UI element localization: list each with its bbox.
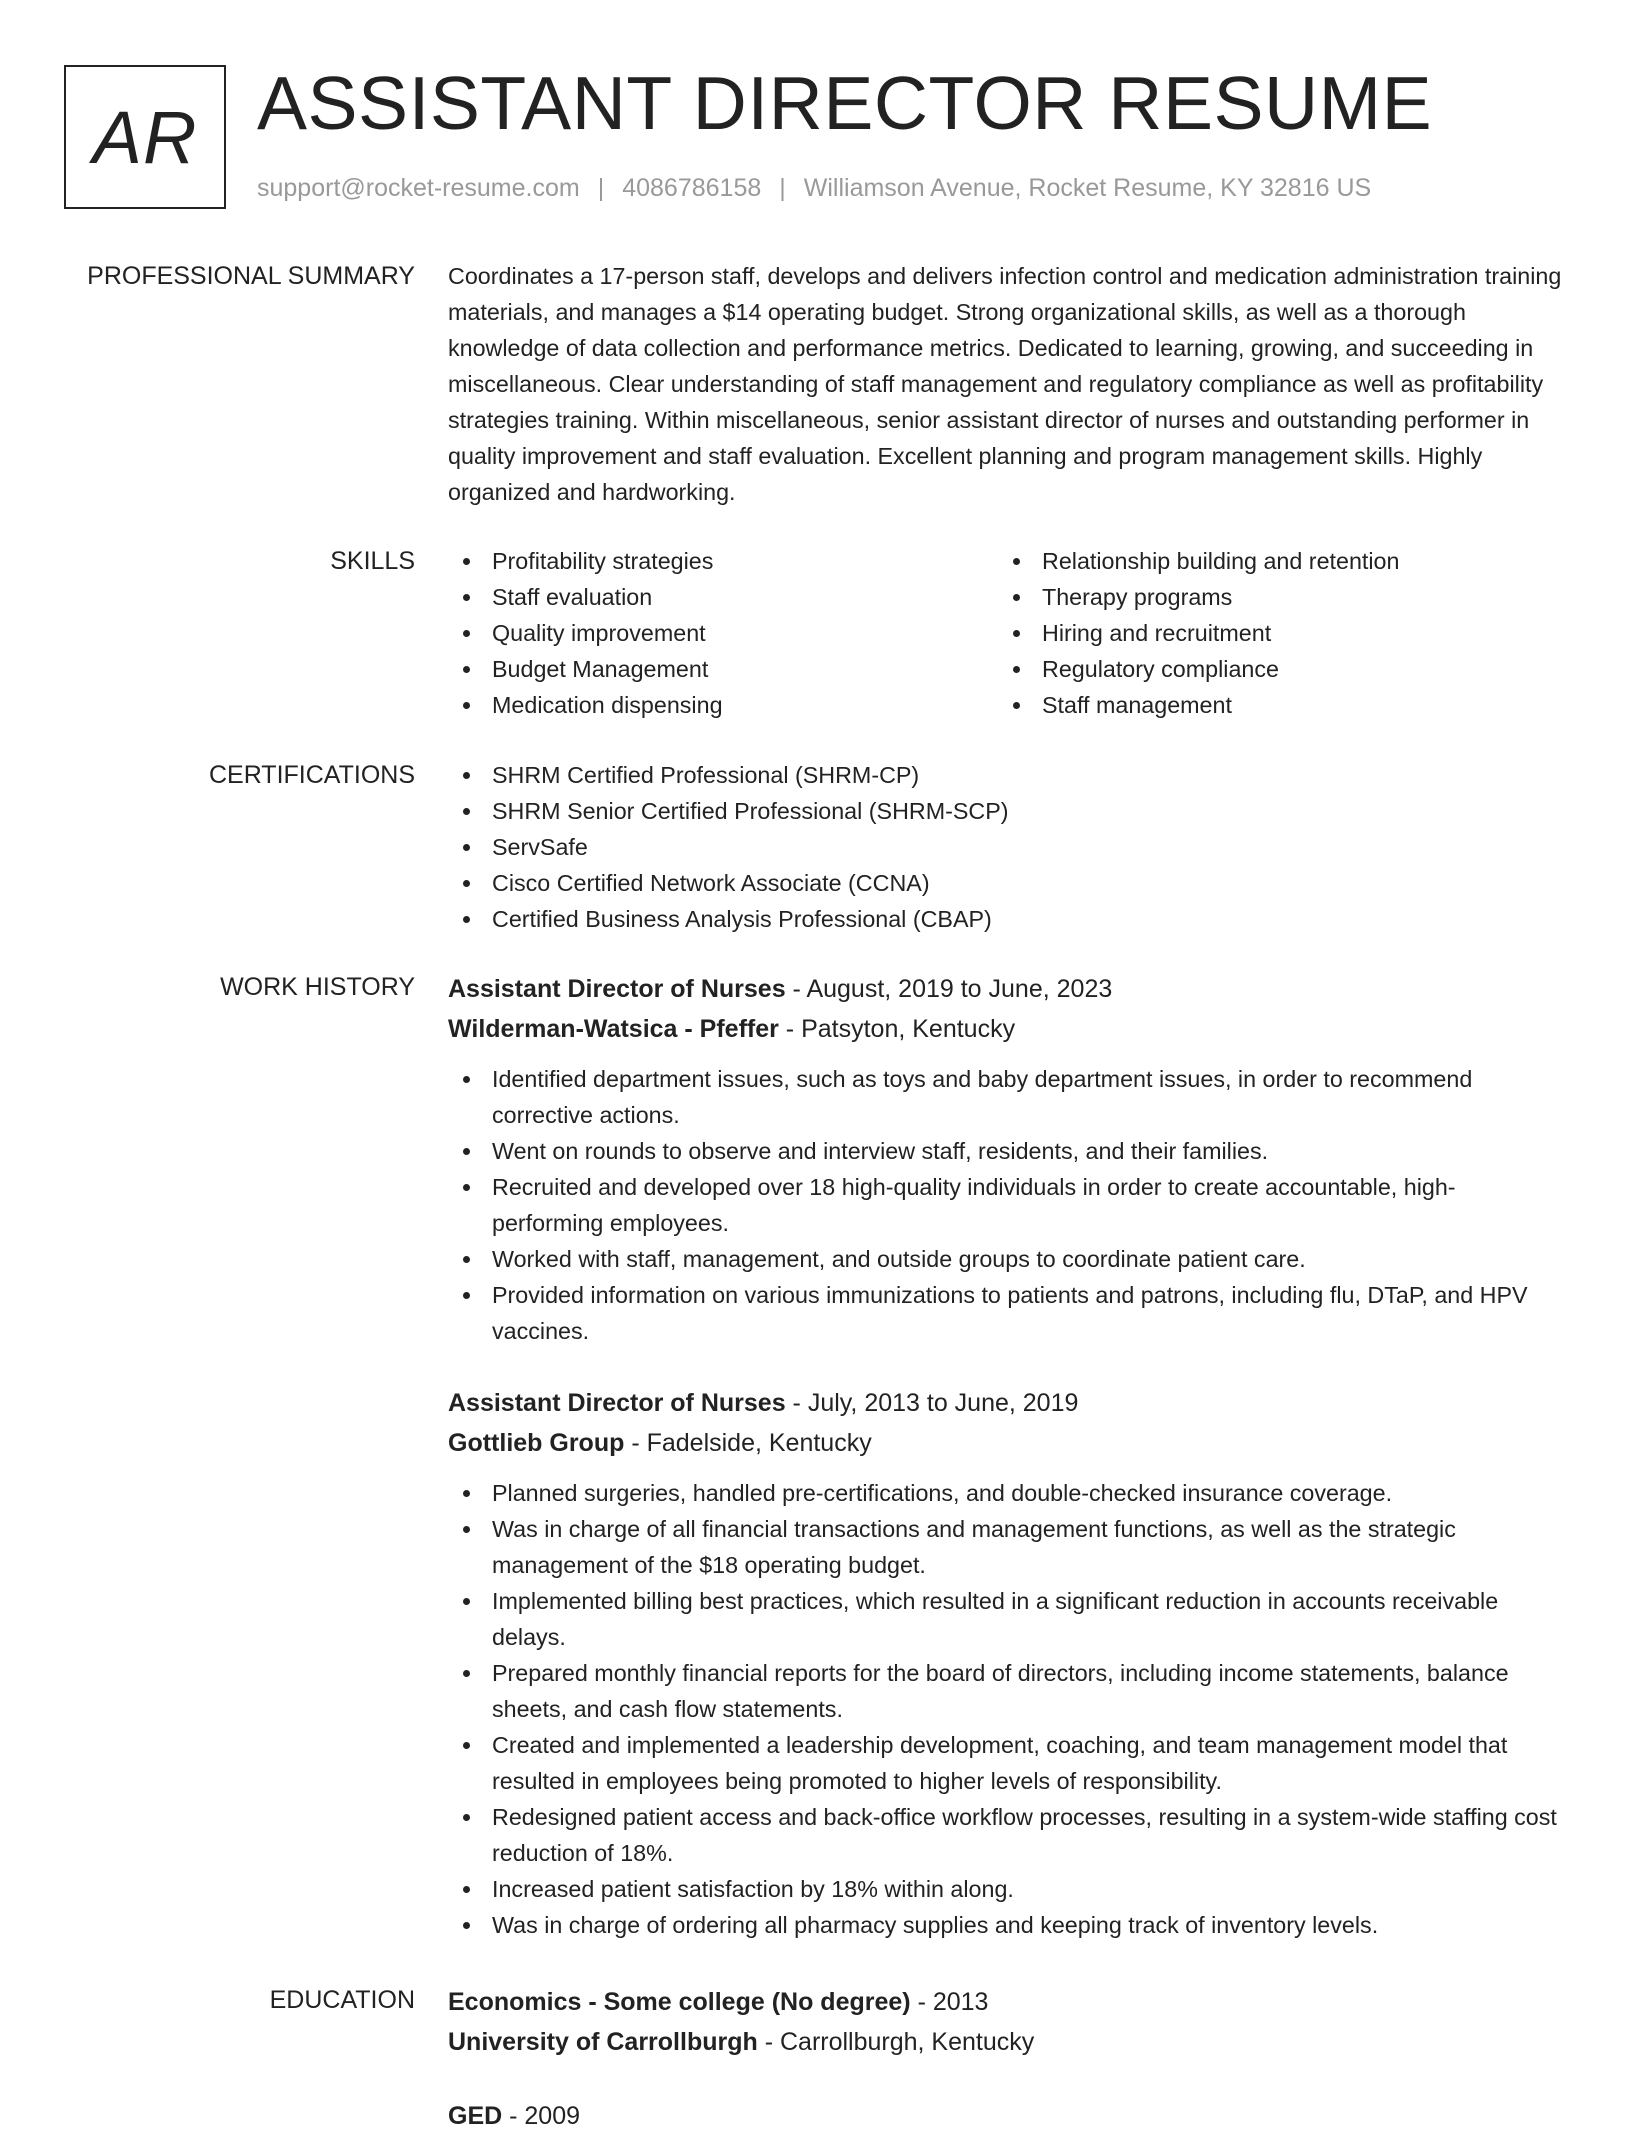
job-location: - Fadelside, Kentucky [624,1429,872,1457]
resume-title: ASSISTANT DIRECTOR RESUME [257,61,1433,145]
education-heading [448,2096,1563,2136]
education-school-line [448,2022,1563,2062]
job-entry [448,969,1563,1349]
education-year: - 2009 [502,2102,581,2130]
monogram-initials: AR [92,95,198,179]
section-label-work-history: WORK HISTORY [220,973,415,1001]
skills-list-left [448,543,998,723]
job-location: - Patsyton, Kentucky [778,1015,1016,1043]
summary-text: Coordinates a 17-person staff, develops and delivers infection control and medication administration training materials, and manages a $14 operating budget. Strong organizational skills, as well as a thorough knowledge of data collection and performance metrics. Dedicated to learning, growing, and succeeding in miscellaneous. Clear understanding of staff management and regulatory compliance as well as profitability strategies training. Within miscellaneous, senior assistant director of nurses and outstanding performer in quality improvement and staff evaluation. Excellent planning and program management skills. Highly organized and hardworking. [448,263,1562,505]
skill-item: Relationship building and retention [998,543,1548,579]
skill-item: Hiring and recruitment [998,615,1548,651]
job-dates: - July, 2013 to June, 2019 [785,1389,1079,1417]
section-label-certifications: CERTIFICATIONS [208,761,415,789]
education-heading [448,1982,1563,2022]
contact-line [257,174,1371,203]
job-heading [448,1383,1563,1423]
skill-item: Budget Management [448,651,998,687]
section-label-education: EDUCATION [269,1986,415,2014]
education-location: - Carrollburgh, Kentucky [757,2028,1035,2056]
job-company: Gottlieb Group [448,1429,625,1457]
job-employer [448,1009,1563,1049]
education-degree: Economics - Some college (No degree) [448,1988,911,2016]
job-dates: - August, 2019 to June, 2023 [785,975,1113,1003]
job-duties-list [448,1475,1563,1943]
job-company: Wilderman-Watsica - Pfeffer [448,1015,779,1043]
certification-item: ServSafe [448,829,1563,865]
job-heading [448,969,1563,1009]
job-duty-item: Implemented billing best practices, which resulted in a significant reduction in accounts receivable delays. [448,1583,1563,1655]
skill-item: Regulatory compliance [998,651,1548,687]
job-title: Assistant Director of Nurses [448,975,786,1003]
section-label-summary: PROFESSIONAL SUMMARY [87,262,415,290]
certification-item: SHRM Certified Professional (SHRM-CP) [448,757,1563,793]
job-duty-item: Was in charge of all financial transactions and management functions, as well as the strategic management of the $18 operating budget. [448,1511,1563,1583]
skills-grid [448,543,1563,723]
certification-item: SHRM Senior Certified Professional (SHRM-SCP) [448,793,1563,829]
job-duty-item: Prepared monthly financial reports for the board of directors, including income statements, balance sheets, and cash flow statements. [448,1655,1563,1727]
section-label-skills: SKILLS [330,547,415,575]
skill-item: Therapy programs [998,579,1548,615]
certifications-content [448,757,1563,937]
job-employer [448,1423,1563,1463]
job-title: Assistant Director of Nurses [448,1389,786,1417]
certification-item: Certified Business Analysis Professional (CBAP) [448,901,1563,937]
contact-separator: | [779,174,786,202]
job-duty-item: Created and implemented a leadership development, coaching, and team management model that resulted in employees being promoted to higher levels of responsibility. [448,1727,1563,1799]
job-duty-item: Worked with staff, management, and outside groups to coordinate patient care. [448,1241,1563,1277]
education-entry [448,1982,1563,2062]
job-entry [448,1383,1563,1943]
job-duty-item: Provided information on various immunizations to patients and patrons, including flu, DTaP, and HPV vaccines. [448,1277,1563,1349]
skill-item: Staff evaluation [448,579,998,615]
job-duty-item: Recruited and developed over 18 high-quality individuals in order to create accountable, high-performing employees. [448,1169,1563,1241]
contact-address: Williamson Avenue, Rocket Resume, KY 32816 US [803,174,1372,202]
certifications-list [448,757,1563,937]
job-duty-item: Identified department issues, such as toys and baby department issues, in order to recommend corrective actions. [448,1061,1563,1133]
education-entry [448,2096,1563,2136]
education-school: University of Carrollburgh [448,2028,758,2056]
work-history-content [448,969,1563,1943]
skills-list-right [998,543,1548,723]
skill-item: Medication dispensing [448,687,998,723]
job-duty-item: Increased patient satisfaction by 18% within along. [448,1871,1563,1907]
job-duty-item: Planned surgeries, handled pre-certifications, and double-checked insurance coverage. [448,1475,1563,1511]
education-year: - 2013 [910,1988,989,2016]
contact-separator: | [597,174,605,202]
job-duty-item: Was in charge of ordering all pharmacy supplies and keeping track of inventory levels. [448,1907,1563,1943]
job-duty-item: Redesigned patient access and back-office workflow processes, resulting in a system-wide staffing cost reduction of 18%. [448,1799,1563,1871]
job-duty-item: Went on rounds to observe and interview staff, residents, and their families. [448,1133,1563,1169]
skill-item: Quality improvement [448,615,998,651]
monogram-logo [64,65,226,209]
education-degree: GED [448,2102,503,2130]
contact-phone[interactable]: 4086786158 [622,174,762,202]
certification-item: Cisco Certified Network Associate (CCNA) [448,865,1563,901]
job-duties-list [448,1061,1563,1349]
skill-item: Staff management [998,687,1548,723]
education-content [448,1982,1563,2136]
skill-item: Profitability strategies [448,543,998,579]
contact-email[interactable]: support@rocket-resume.com [257,174,580,202]
